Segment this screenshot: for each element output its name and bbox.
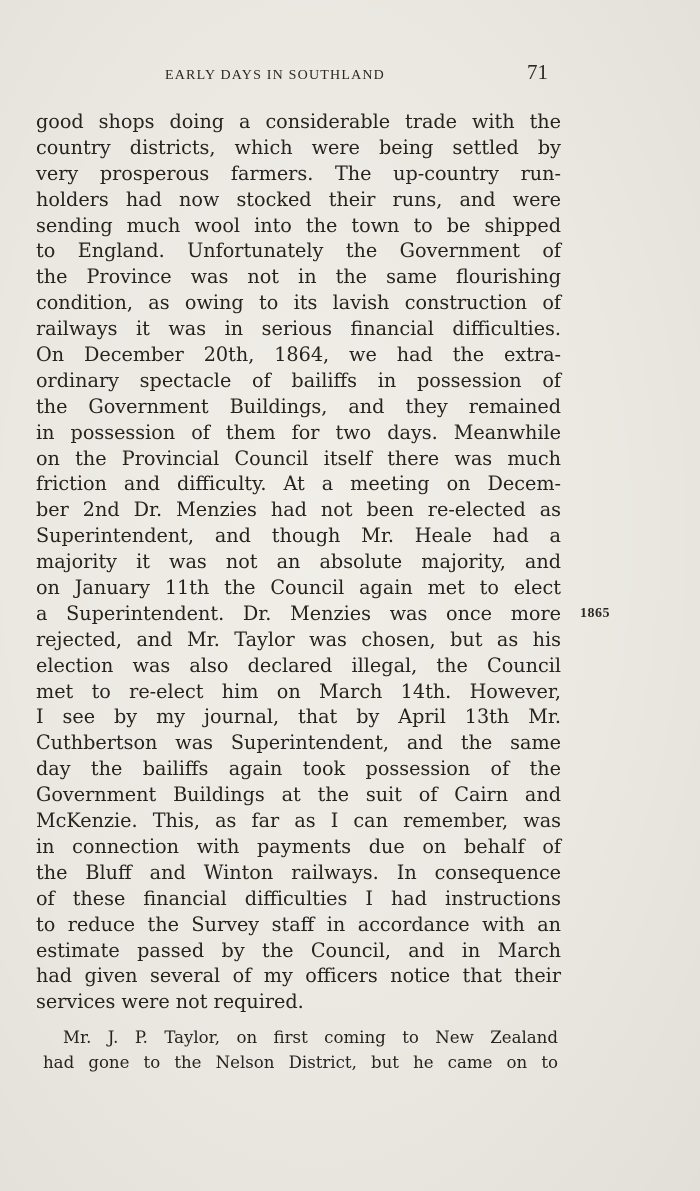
text-line: rejected, and Mr. Taylor was chosen, but as his bbox=[36, 627, 561, 651]
page-number: 71 bbox=[527, 60, 548, 84]
text-line: holders had now stocked their runs, and were bbox=[36, 187, 561, 211]
text-line: in connection with payments due on behalf of bbox=[36, 834, 561, 858]
text-line: of these financial difficulties I had instructions bbox=[36, 886, 561, 910]
text-line: sending much wool into the town to be shipped bbox=[36, 213, 561, 237]
text-line: on the Provincial Council itself there was much bbox=[36, 446, 561, 470]
paragraph-1 bbox=[36, 109, 561, 1015]
text-line: a Superintendent. Dr. Menzies was once more bbox=[36, 601, 561, 625]
text-line: very prosperous farmers. The up-country run- bbox=[36, 161, 561, 185]
running-title: EARLY DAYS IN SOUTHLAND bbox=[165, 68, 385, 83]
text-line: condition, as owing to its lavish construction of bbox=[36, 291, 561, 315]
text-line: On December 20th, 1864, we had the extra- bbox=[36, 343, 561, 367]
text-line: services were not required. bbox=[36, 990, 304, 1014]
text-line: the Province was not in the same flourishing bbox=[36, 265, 561, 289]
paragraph-2 bbox=[43, 1025, 558, 1075]
text-line: estimate passed by the Council, and in March bbox=[36, 938, 561, 962]
text-line: friction and difficulty. At a meeting on Decem- bbox=[36, 472, 561, 496]
text-line: to reduce the Survey staff in accordance with an bbox=[36, 912, 561, 936]
text-line: met to re-elect him on March 14th. However, bbox=[36, 679, 561, 703]
margin-year-note: 1865 bbox=[580, 606, 610, 621]
text-line: election was also declared illegal, the Council bbox=[36, 653, 561, 677]
text-line: good shops doing a considerable trade with the bbox=[36, 110, 561, 133]
text-line: had gone to the Nelson District, but he came on to bbox=[43, 1053, 558, 1072]
text-line: McKenzie. This, as far as I can remember, was bbox=[36, 809, 561, 833]
text-line: the Government Buildings, and they remained bbox=[36, 394, 561, 418]
text-line: ber 2nd Dr. Menzies had not been re-elected as bbox=[36, 498, 561, 522]
text-line: I see by my journal, that by April 13th Mr. bbox=[36, 705, 561, 729]
text-line: day the bailiffs again took possession of the bbox=[36, 757, 561, 781]
text-line: the Bluff and Winton railways. In consequence bbox=[36, 860, 561, 884]
text-line: in possession of them for two days. Meanwhile bbox=[36, 420, 561, 444]
text-line: Cuthbertson was Superintendent, and the same bbox=[36, 731, 561, 755]
text-line: majority it was not an absolute majority, and bbox=[36, 550, 561, 574]
text-line: Government Buildings at the suit of Cairn and bbox=[36, 783, 561, 807]
text-line: Mr. J. P. Taylor, on first coming to New Zealand bbox=[63, 1028, 558, 1047]
text-line: to England. Unfortunately the Government of bbox=[36, 239, 561, 263]
text-line: railways it was in serious financial difficulties. bbox=[36, 317, 561, 341]
text-line: ordinary spectacle of bailiffs in possession of bbox=[36, 368, 561, 392]
text-line: had given several of my officers notice that their bbox=[36, 964, 561, 988]
text-line: Superintendent, and though Mr. Heale had a bbox=[36, 524, 561, 548]
text-line: country districts, which were being settled by bbox=[36, 135, 561, 159]
text-line: on January 11th the Council again met to elect bbox=[36, 576, 561, 600]
